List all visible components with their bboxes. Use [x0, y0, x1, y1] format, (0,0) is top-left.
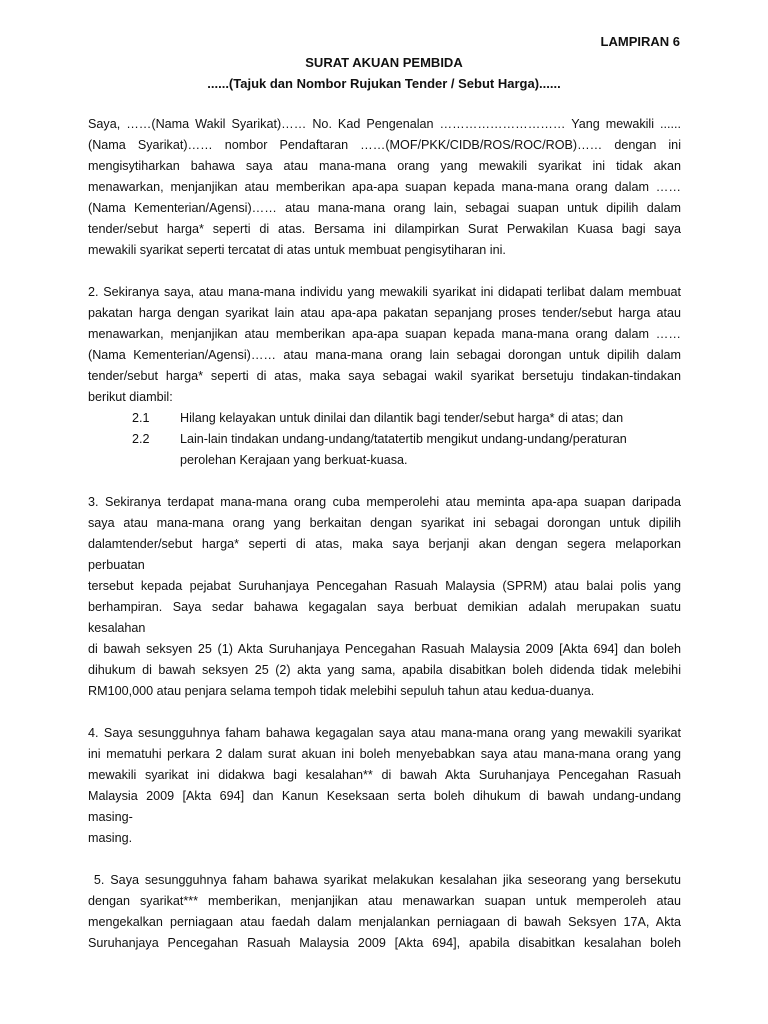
paragraph-line: RM100,000 atau penjara selama tempoh tidak melebihi sepuluh tahun atau kedua-duanya. — [88, 684, 595, 698]
paragraph-line: 5. Saya sesungguhnya faham bahawa syarikat melakukan kesalahan jika seseorang yang bersekutu — [88, 873, 681, 887]
list-item — [132, 408, 681, 429]
paragraph-2 — [88, 282, 681, 408]
list-item-text: Hilang kelayakan untuk dinilai dan dilantik bagi tender/sebut harga* di atas; dan — [180, 411, 624, 425]
paragraph-line: tersebut kepada pejabat Suruhanjaya Pencegahan Rasuah Malaysia (SPRM) atau balai polis yang — [88, 579, 681, 593]
paragraph-line: dalamtender/sebut harga* seperti di atas, maka saya berjanji akan dengan segera melaporkan — [88, 537, 681, 551]
paragraph-line: mewakili syarikat ini didakwa bagi kesalahan** di bawah Akta Suruhanjaya Pencegahan Rasuah — [88, 768, 681, 782]
paragraph-line: masing- — [88, 810, 133, 824]
document-body — [88, 114, 681, 975]
paragraph-line: menawarkan, menjanjikan atau memberikan apa-apa suapan kepada mana-mana orang dalam …… — [88, 327, 681, 341]
paragraph-line: mewakili syarikat seperti tercatat di atas untuk membuat pengisytiharan ini. — [88, 243, 506, 257]
paragraph-2-items — [88, 408, 681, 471]
paragraph-line: menawarkan, menjanjikan atau memberikan apa-apa suapan kepada mana-mana orang dalam …… — [88, 180, 681, 194]
appendix-label: LAMPIRAN 6 — [600, 34, 680, 49]
paragraph-line: perbuatan — [88, 558, 145, 572]
paragraph-line: (Nama Syarikat)…… nombor Pendaftaran ……(MOF/PKK/CIDB/ROS/ROC/ROB)…… dengan ini — [88, 138, 681, 152]
paragraph-line: dengan syarikat*** memberikan, menjanjikan atau menawarkan suapan untuk memperoleh atau — [88, 894, 681, 908]
list-item-number: 2.1 — [132, 411, 150, 425]
paragraph-line: tender/sebut harga* seperti di atas, maka saya sebagai wakil syarikat bersetuju tindakan-tindakan — [88, 369, 681, 383]
paragraph-line: masing. — [88, 831, 133, 845]
paragraph-line: Malaysia 2009 [Akta 694] dan Kanun Keseksaan serta boleh dihukum di bawah undang-undang — [88, 789, 681, 803]
paragraph-line: saya atau mana-mana orang yang berkaitan dengan syarikat ini sebagai dorongan untuk dipilih — [88, 516, 681, 530]
list-item — [132, 429, 681, 450]
paragraph-line: mengisytiharkan bahawa saya atau mana-mana orang yang mewakili syarikat ini tidak akan — [88, 159, 681, 173]
paragraph-line: tender/sebut harga* seperti di atas. Bersama ini dilampirkan Surat Perwakilan Kuasa bagi saya — [88, 222, 681, 236]
paragraph-line: ini mematuhi perkara 2 dalam surat akuan ini boleh menyebabkan saya atau mana-mana orang yang — [88, 747, 681, 761]
list-item-number: 2.2 — [132, 432, 150, 446]
document-title: SURAT AKUAN PEMBIDA — [305, 55, 463, 70]
paragraph-line: di bawah seksyen 25 (1) Akta Suruhanjaya Pencegahan Rasuah Malaysia 2009 [Akta 694] dan boleh — [88, 642, 681, 656]
paragraph-line: Saya, ……(Nama Wakil Syarikat)…… No. Kad Pengenalan ………………………… Yang mewakili ...... — [88, 117, 681, 131]
paragraph-4 — [88, 723, 681, 849]
paragraph-line: pakatan harga dengan syarikat lain atau apa-apa pakatan sepanjang proses tender/sebut harga atau — [88, 306, 681, 320]
paragraph-line: kesalahan — [88, 621, 146, 635]
paragraph-line: 2. Sekiranya saya, atau mana-mana individu yang mewakili syarikat ini didapati terlibat dalam membuat — [88, 285, 681, 299]
paragraph-line: Suruhanjaya Pencegahan Rasuah Malaysia 2009 [Akta 694], apabila disabitkan kesalahan boleh — [88, 936, 681, 950]
paragraph-1 — [88, 114, 681, 261]
paragraph-5 — [88, 870, 681, 954]
paragraph-line: berhampiran. Saya sedar bahawa kegagalan saya berbuat demikian adalah merupakan suatu — [88, 600, 681, 614]
list-item-continuation: perolehan Kerajaan yang berkuat-kuasa. — [180, 453, 408, 467]
paragraph-line: mengekalkan perniagaan atau faedah dalam menjalankan perniagaan di bawah Seksyen 17A, Akta — [88, 915, 681, 929]
list-item-text: Lain-lain tindakan undang-undang/tatatertib mengikut undang-undang/peraturan — [180, 432, 627, 446]
paragraph-line: 4. Saya sesungguhnya faham bahawa kegagalan saya atau mana-mana orang yang mewakili syarikat — [88, 726, 681, 740]
paragraph-line: 3. Sekiranya terdapat mana-mana orang cuba memperolehi atau meminta apa-apa suapan daripada — [88, 495, 681, 509]
document-subtitle: ......(Tajuk dan Nombor Rujukan Tender / Sebut Harga)...... — [207, 76, 561, 91]
paragraph-line: berikut diambil: — [88, 390, 173, 404]
paragraph-line: dihukum di bawah seksyen 25 (2) akta yang sama, apabila disabitkan boleh didenda tidak melebihi — [88, 663, 681, 677]
paragraph-line: (Nama Kementerian/Agensi)…… atau mana-mana orang lain sebagai dorongan untuk dipilih dalam — [88, 348, 681, 362]
paragraph-line: (Nama Kementerian/Agensi)…… atau mana-mana orang lain, sebagai suapan untuk dipilih dalam — [88, 201, 681, 215]
paragraph-3 — [88, 492, 681, 702]
